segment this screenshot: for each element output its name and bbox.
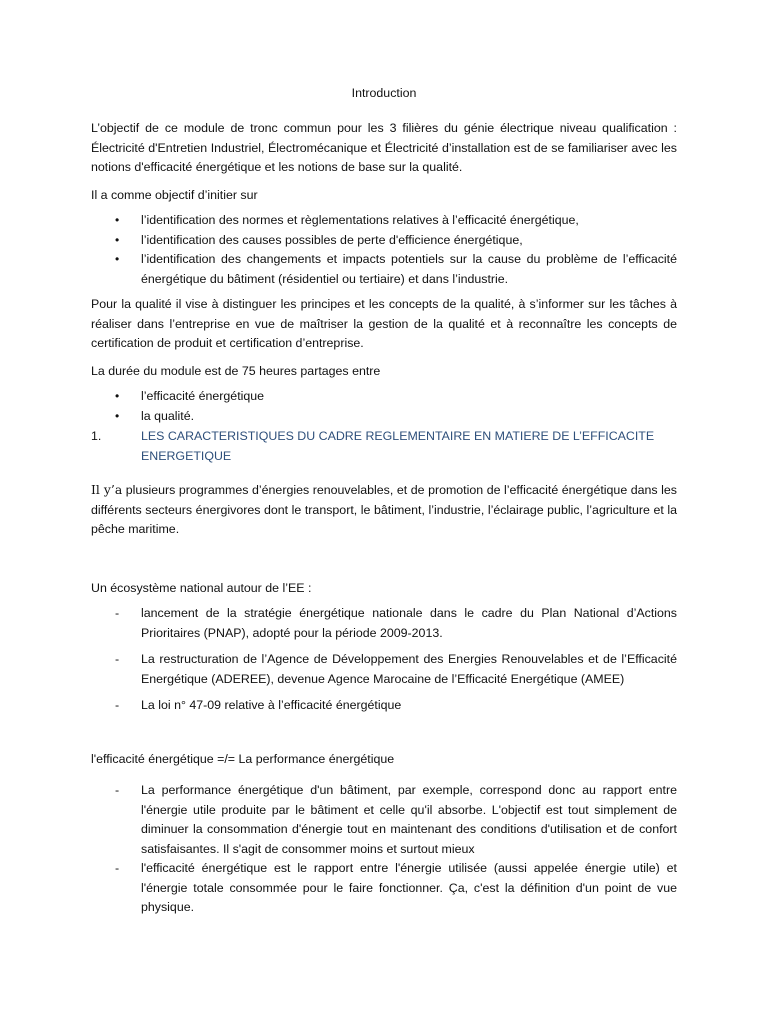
section-number: 1. <box>91 429 102 443</box>
dash-icon: - <box>115 698 120 712</box>
programs-rest: plusieurs programmes d’énergies renouvelables, et de promotion de l’efficacité énergétique dans les différents secteurs énergivores dont le transport, le bâtiment, l’industrie, l’éclairage public, l’agriculture et la pêche maritime. <box>91 483 678 536</box>
list-item <box>91 604 677 643</box>
programs-paragraph <box>91 480 677 540</box>
programs-start: Il y’a <box>91 482 123 497</box>
list-item <box>91 650 677 689</box>
section-heading <box>91 426 677 466</box>
dash-icon: - <box>115 606 120 620</box>
quality-paragraph: Pour la qualité il vise à distinguer les principes et les concepts de la qualité, à s’informer sur les tâches à réaliser dans l’entreprise en vue de maîtriser la gestion de la qualité et à reconnaître les concepts de certification de produit et certification d’entreprise. <box>91 297 677 350</box>
comparison-list <box>91 781 677 918</box>
list-item <box>91 781 677 859</box>
dash-icon: - <box>115 861 120 875</box>
dash-icon: - <box>115 783 120 797</box>
objectives-list <box>91 211 677 289</box>
page-title: Introduction <box>351 86 417 100</box>
ecosystem-title: Un écosystème national autour de l’EE : <box>91 580 312 595</box>
bullet-icon: • <box>115 232 120 247</box>
bullet-icon: • <box>115 389 120 403</box>
duration-lead: La durée du module est de 75 heures partages entre <box>91 363 381 378</box>
bullet-icon: • <box>115 213 120 227</box>
duration-list <box>91 387 677 426</box>
list-item <box>91 231 677 251</box>
document-page <box>91 84 677 925</box>
section-title: LES CARACTERISTIQUES DU CADRE REGLEMENTAIRE EN MATIERE DE L’EFFICACITE ENERGETIQUE <box>141 429 655 463</box>
objective-lead: Il a comme objectif d’initier sur <box>91 187 258 202</box>
intro-paragraph: L’objectif de ce module de tronc commun pour les 3 filières du génie électrique niveau qualification : Électricité d'Entretien Industriel, Électromécanique et Électricité d’installation est de se familiariser avec les notions d'efficacité énergétique et les notions de base sur la qualité. <box>91 121 677 174</box>
ecosystem-item: La loi n° 47-09 relative à l’efficacité énergétique <box>141 698 402 712</box>
comparison-item: l'efficacité énergétique est le rapport entre l'énergie utilisée (aussi appelée énergie utile) et l'énergie totale consommée pour le faire fonctionner. Ça, c'est la définition d'un point de vue physique. <box>141 861 677 914</box>
duration-item: la qualité. <box>141 408 195 423</box>
objective-text: l’identification des normes et règlementations relatives à l’efficacité énergétique, <box>141 213 579 227</box>
objective-text: l’identification des causes possibles de perte d'efficience énergétique, <box>141 232 523 247</box>
list-item <box>91 387 677 407</box>
list-item <box>91 407 677 427</box>
comparison-title: l'efficacité énergétique =/= La performance énergétique <box>91 751 395 766</box>
ecosystem-item: lancement de la stratégie énergétique nationale dans le cadre du Plan National d’Actions Prioritaires (PNAP), adopté pour la période 2009-2013. <box>141 606 677 640</box>
comparison-item: La performance énergétique d'un bâtiment, par exemple, correspond donc au rapport entre l'énergie utile produite par le bâtiment et celle qu'il absorbe. L'objectif est tout simplement de diminuer la consommation d'énergie tout en maintenant des conditions d'utilisation et de confort satisfaisantes. Il s'agit de consommer moins et surtout mieux <box>141 783 677 856</box>
list-item <box>91 859 677 918</box>
duration-item: l’efficacité énergétique <box>141 389 265 403</box>
list-item <box>91 211 677 231</box>
list-item <box>91 250 677 289</box>
dash-icon: - <box>115 652 120 666</box>
ecosystem-item: La restructuration de l’Agence de Développement des Energies Renouvelables et de l’Efficacité Energétique (ADEREE), devenue Agence Marocaine de l’Efficacité Energétique (AMEE) <box>141 652 677 686</box>
ecosystem-list <box>91 604 677 716</box>
list-item <box>91 696 677 716</box>
bullet-icon: • <box>115 252 120 266</box>
objective-text: l’identification des changements et impacts potentiels sur la cause du problème de l’efficacité énergétique du bâtiment (résidentiel ou tertiaire) et dans l’industrie. <box>141 252 677 286</box>
bullet-icon: • <box>115 408 120 423</box>
